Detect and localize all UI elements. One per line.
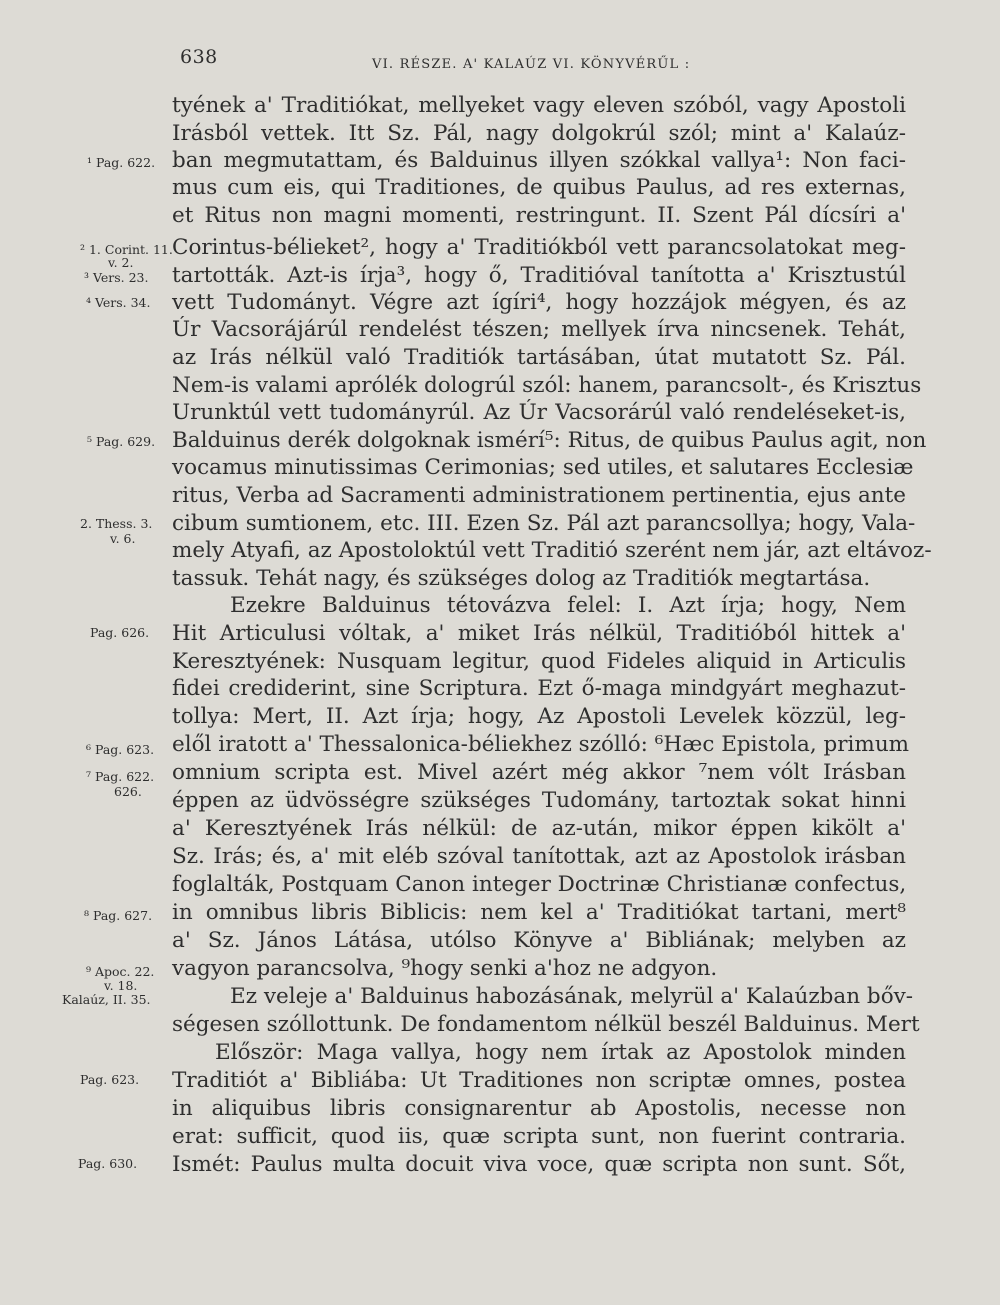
- text-line: omnium scripta est. Mivel azért még akkor ⁷nem vólt Irásban: [172, 760, 906, 785]
- margin-note: Kalaúz, II. 35.: [62, 992, 151, 1007]
- text-line: ban megmutattam, és Balduinus illyen szókkal vallya¹: Non faci-: [172, 148, 906, 173]
- text-line: foglalták, Postquam Canon integer Doctrinæ Christianæ confectus,: [172, 872, 907, 897]
- text-line: erat: sufficit, quod iis, quæ scripta sunt, non fuerint contraria.: [172, 1124, 906, 1149]
- margin-note: v. 18.: [104, 978, 138, 993]
- text-line: tassuk. Tehát nagy, és szükséges dolog az Traditiók megtartása.: [172, 566, 871, 591]
- text-line: Úr Vacsorájárúl rendelést tészen; mellyek írva nincsenek. Tehát,: [172, 317, 906, 342]
- text-line: Ezekre Balduinus tétovázva felel: I. Azt írja; hogy, Nem: [230, 593, 906, 618]
- margin-note: ² 1. Corint. 11.: [80, 242, 173, 257]
- margin-note: Pag. 623.: [80, 1072, 140, 1087]
- text-line: éppen az üdvösségre szükséges Tudomány, tartoztak sokat hinni: [172, 788, 906, 813]
- text-line: a' Sz. János Látása, utólso Könyve a' Bibliának; melyben az: [172, 928, 906, 953]
- text-line: mus cum eis, qui Traditiones, de quibus Paulus, ad res externas,: [172, 175, 906, 200]
- margin-note: ⁶ Pag. 623.: [86, 742, 155, 757]
- text-line: Hit Articulusi vóltak, a' miket Irás nélkül, Traditióból hittek a': [172, 621, 906, 646]
- margin-note: ⁵ Pag. 629.: [87, 434, 156, 449]
- text-line: vagyon parancsolva, ⁹hogy senki a'hoz ne adgyon.: [172, 956, 718, 981]
- running-head: VI. RÉSZE. A' KALAÚZ VI. KÖNYVÉRŰL :: [372, 57, 691, 72]
- text-line: tyének a' Traditiókat, mellyeket vagy eleven szóból, vagy Apostoli: [172, 93, 906, 118]
- text-line: Corintus-bélieket², hogy a' Traditiókból vett parancsolatokat meg-: [172, 235, 906, 260]
- text-line: vocamus minutissimas Cerimonias; sed utiles, et salutares Ecclesiæ: [172, 455, 914, 480]
- text-line: fidei crediderint, sine Scriptura. Ezt ő-maga mindgyárt meghazut-: [172, 676, 906, 701]
- text-line: mely Atyafi, az Apostoloktúl vett Traditió szerént nem jár, azt eltávoz-: [172, 538, 932, 563]
- margin-note: ¹ Pag. 622.: [87, 155, 156, 170]
- text-line: Urunktúl vett tudományrúl. Az Úr Vacsorárúl való rendeléseket-is,: [172, 400, 906, 425]
- margin-note: 626.: [114, 784, 142, 799]
- margin-note: ³ Vers. 23.: [84, 270, 149, 285]
- text-line: cibum sumtionem, etc. III. Ezen Sz. Pál azt parancsollya; hogy, Vala-: [172, 511, 916, 536]
- margin-note: v. 2.: [108, 255, 134, 270]
- text-line: Balduinus derék dolgoknak ismérí⁵: Ritus, de quibus Paulus agit, non: [172, 428, 927, 453]
- text-line: tollya: Mert, II. Azt írja; hogy, Az Apostoli Levelek közzül, leg-: [172, 704, 906, 729]
- text-line: tartották. Azt-is írja³, hogy ő, Traditióval tanította a' Krisztustúl: [172, 263, 906, 288]
- text-line: Irásból vettek. Itt Sz. Pál, nagy dolgokrúl szól; mint a' Kalaúz-: [172, 121, 906, 146]
- text-line: in omnibus libris Biblicis: nem kel a' Traditiókat tartani, mert⁸: [172, 900, 906, 925]
- text-line: vett Tudományt. Végre azt ígíri⁴, hogy hozzájok mégyen, és az: [172, 290, 906, 315]
- margin-note: Pag. 626.: [90, 625, 150, 640]
- text-line: a' Keresztyének Irás nélkül: de az-után, mikor éppen kikölt a': [172, 816, 906, 841]
- text-line: Nem-is valami aprólék dologrúl szól: hanem, parancsolt-, és Krisztus: [172, 373, 922, 398]
- margin-note: Pag. 630.: [78, 1156, 138, 1171]
- text-line: Először: Maga vallya, hogy nem írtak az Apostolok minden: [215, 1040, 906, 1065]
- text-line: Keresztyének: Nusquam legitur, quod Fideles aliquid in Articulis: [172, 649, 906, 674]
- text-line: et Ritus non magni momenti, restringunt. II. Szent Pál dícsíri a': [172, 203, 906, 228]
- margin-note: ⁸ Pag. 627.: [84, 908, 153, 923]
- margin-note: v. 6.: [110, 531, 136, 546]
- text-line: elől iratott a' Thessalonica-béliekhez szólló: ⁶Hæc Epistola, primum: [172, 732, 910, 757]
- margin-note: ⁷ Pag. 622.: [86, 769, 155, 784]
- text-line: in aliquibus libris consignarentur ab Apostolis, necesse non: [172, 1096, 906, 1121]
- text-line: Sz. Irás; és, a' mit eléb szóval tanítottak, azt az Apostolok irásban: [172, 844, 906, 869]
- page-number: 638: [180, 46, 218, 68]
- text-line: ségesen szóllottunk. De fondamentom nélkül beszél Balduinus. Mert: [172, 1012, 920, 1037]
- text-line: Traditiót a' Bibliába: Ut Traditiones non scriptæ omnes, postea: [172, 1068, 906, 1093]
- text-line: ritus, Verba ad Sacramenti administrationem pertinentia, ejus ante: [172, 483, 906, 508]
- margin-note: ⁴ Vers. 34.: [86, 295, 151, 310]
- text-line: Ez veleje a' Balduinus habozásának, melyrül a' Kalaúzban bőv-: [230, 984, 914, 1009]
- text-line: az Irás nélkül való Traditiók tartásában, útat mutatott Sz. Pál.: [172, 345, 906, 370]
- text-line: Ismét: Paulus multa docuit viva voce, quæ scripta non sunt. Sőt,: [172, 1152, 906, 1177]
- margin-note: 2. Thess. 3.: [80, 516, 153, 531]
- margin-note: ⁹ Apoc. 22.: [86, 964, 155, 979]
